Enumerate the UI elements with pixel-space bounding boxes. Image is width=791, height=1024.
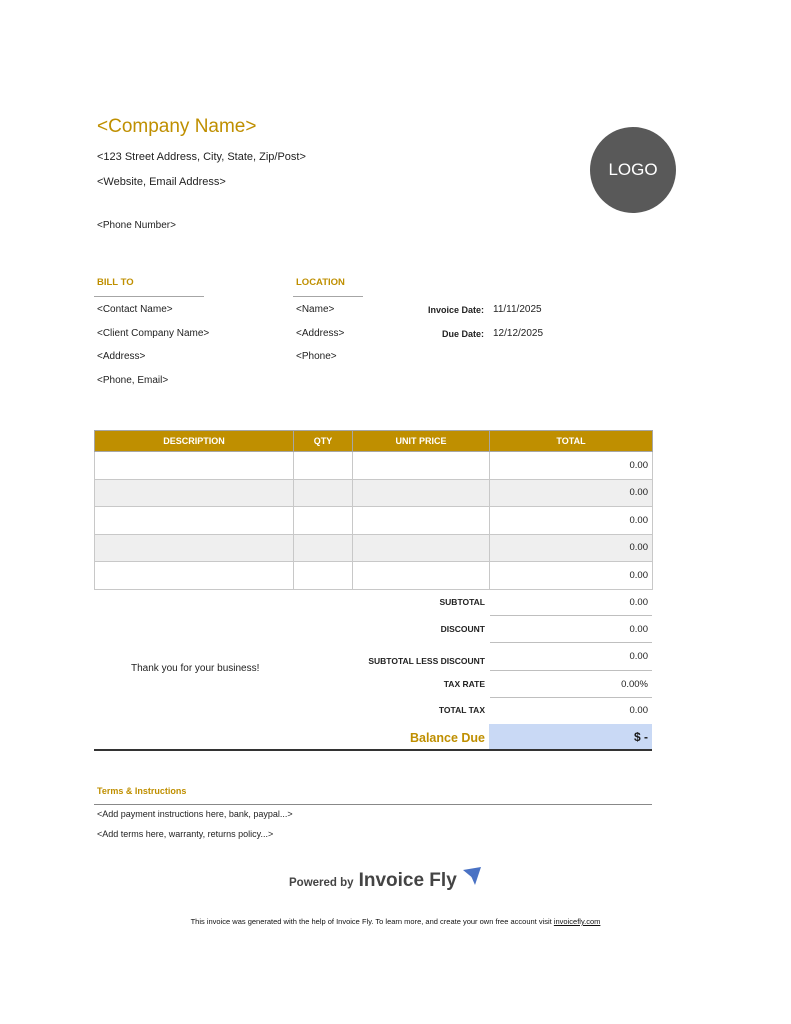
total-tax-value: 0.00 <box>629 705 648 716</box>
balance-due-value: $ - <box>633 730 648 744</box>
footer-text: This invoice was generated with the help of Invoice Fly. To learn more, and create your own free account visit <box>190 917 554 926</box>
subtotal-less-discount-value: 0.00 <box>629 651 648 662</box>
balance-due-label: Balance Due <box>409 731 485 745</box>
bill-to-divider <box>94 296 204 297</box>
company-web-email: <Website, Email Address> <box>97 176 226 188</box>
cell-description <box>95 562 294 590</box>
column-header-total: TOTAL <box>490 431 653 452</box>
logo-placeholder <box>590 127 676 213</box>
cell-unit-price <box>353 507 490 535</box>
cell-total: 0.00 <box>490 479 653 507</box>
cell-unit-price <box>353 479 490 507</box>
cell-unit-price <box>353 562 490 590</box>
discount-value: 0.00 <box>629 624 648 635</box>
logo-label: LOGO <box>608 160 658 179</box>
powered-by-banner <box>289 866 482 892</box>
total-tax-label: TOTAL TAX <box>438 705 485 715</box>
paper-plane-icon <box>462 866 482 891</box>
terms-divider <box>94 804 652 805</box>
powered-by-label: Powered by <box>289 877 354 889</box>
thank-you-note: Thank you for your business! <box>131 663 260 674</box>
subtotal-value: 0.00 <box>629 597 648 608</box>
bill-to-heading: BILL TO <box>97 277 134 288</box>
less-discount-divider <box>490 670 652 671</box>
tax-rate-value: 0.00% <box>621 679 648 690</box>
cell-description <box>95 452 294 480</box>
table-header-row <box>95 431 653 452</box>
company-phone: <Phone Number> <box>97 220 176 231</box>
footer-note <box>0 917 791 926</box>
table-row <box>95 452 653 480</box>
bill-to-company: <Client Company Name> <box>97 328 210 339</box>
cell-description <box>95 479 294 507</box>
line-items-table <box>94 430 653 590</box>
table-row <box>95 479 653 507</box>
company-name: <Company Name> <box>97 116 257 137</box>
subtotal-label: SUBTOTAL <box>439 597 485 607</box>
subtotal-less-discount-label: SUBTOTAL LESS DISCOUNT <box>368 656 485 666</box>
column-header-qty: QTY <box>294 431 353 452</box>
footer-link[interactable]: invoicefly.com <box>553 917 601 926</box>
bill-to-contact: <Contact Name> <box>97 304 173 315</box>
cell-qty <box>294 562 353 590</box>
tax-rate-label: TAX RATE <box>443 679 485 689</box>
cell-qty <box>294 452 353 480</box>
terms-payment-line: <Add payment instructions here, bank, paypal...> <box>97 809 293 819</box>
cell-qty <box>294 534 353 562</box>
invoice-date-label: Invoice Date: <box>427 305 484 315</box>
due-date-value: 12/12/2025 <box>493 328 544 339</box>
location-heading: LOCATION <box>296 277 345 288</box>
location-address: <Address> <box>296 328 345 339</box>
table-row <box>95 507 653 535</box>
subtotal-divider <box>490 615 652 616</box>
location-name: <Name> <box>296 304 335 315</box>
cell-total: 0.00 <box>490 452 653 480</box>
cell-description <box>95 507 294 535</box>
brand-name: Invoice Fly <box>358 870 457 891</box>
discount-divider <box>490 642 652 643</box>
cell-description <box>95 534 294 562</box>
cell-qty <box>294 507 353 535</box>
bill-to-phone-email: <Phone, Email> <box>97 375 169 386</box>
terms-policy-line: <Add terms here, warranty, returns policy...> <box>97 829 274 839</box>
location-phone: <Phone> <box>296 351 337 362</box>
cell-total: 0.00 <box>490 534 653 562</box>
cell-unit-price <box>353 452 490 480</box>
cell-total: 0.00 <box>490 562 653 590</box>
cell-total: 0.00 <box>490 507 653 535</box>
bill-to-address: <Address> <box>97 351 146 362</box>
tax-rate-divider <box>490 697 652 698</box>
table-row <box>95 562 653 590</box>
location-divider <box>293 296 363 297</box>
terms-heading: Terms & Instructions <box>97 786 187 796</box>
cell-unit-price <box>353 534 490 562</box>
cell-qty <box>294 479 353 507</box>
due-date-label: Due Date: <box>441 329 484 339</box>
balance-divider <box>94 749 652 751</box>
table-row <box>95 534 653 562</box>
column-header-description: DESCRIPTION <box>95 431 294 452</box>
column-header-unit-price: UNIT PRICE <box>353 431 490 452</box>
invoice-date-value: 11/11/2025 <box>493 304 542 315</box>
discount-label: DISCOUNT <box>440 624 485 634</box>
company-address: <123 Street Address, City, State, Zip/Post> <box>97 151 306 163</box>
